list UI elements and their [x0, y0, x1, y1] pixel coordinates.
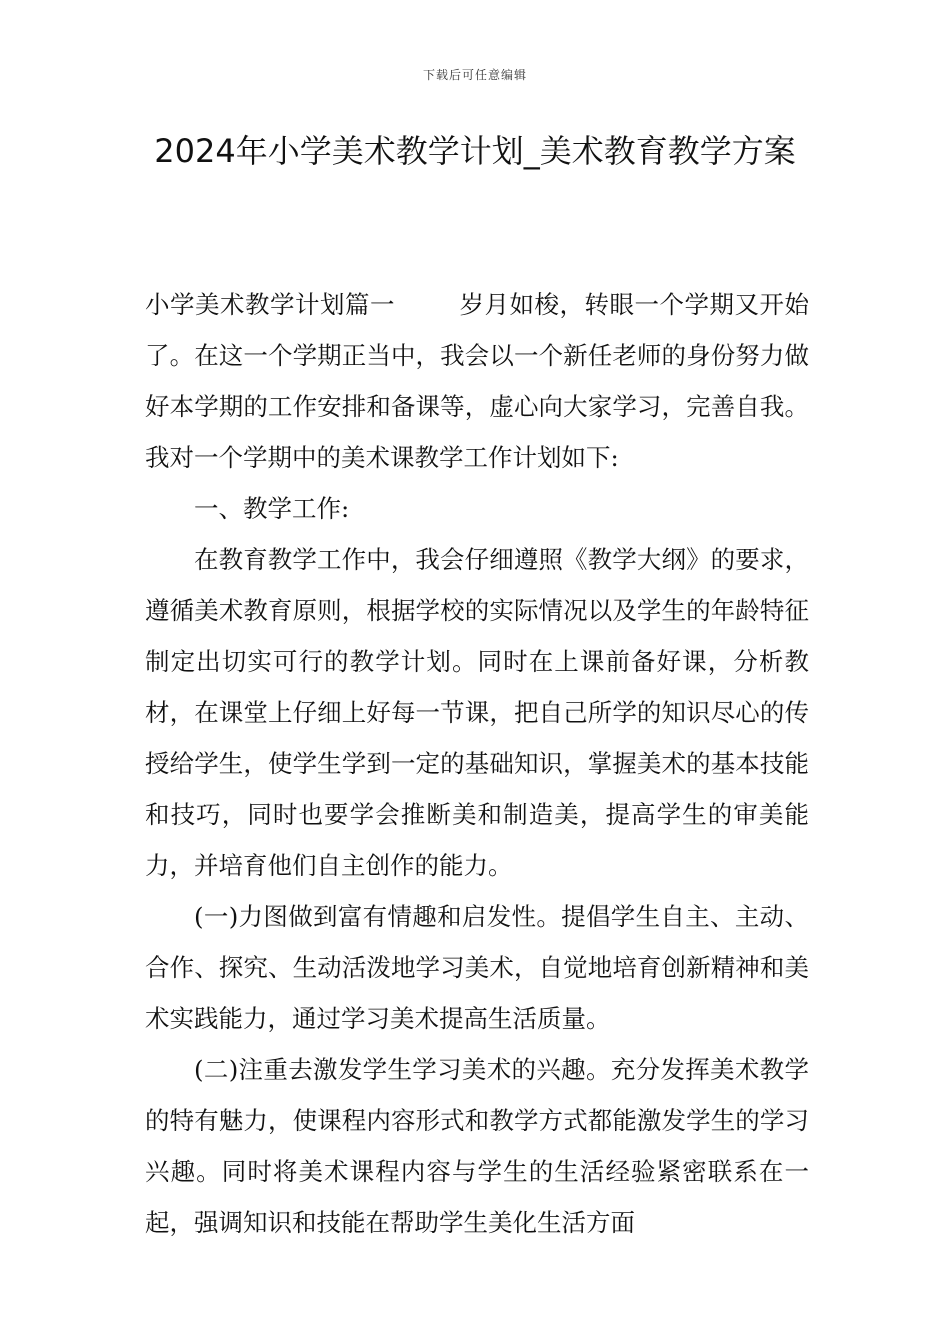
- document-title: 2024年小学美术教学计划_美术教育教学方案: [154, 132, 796, 170]
- paragraph-teaching-work: 在教育教学工作中，我会仔细遵照《教学大纲》的要求，遵循美术教育原则，根据学校的实际情况以及学生的年龄特征制定出切实可行的教学计划。同时在上课前备好课，分析教材，在课堂上仔细上好每一节课，把自己所学的知识尽心的传授给学生，使学生学到一定的基础知识，掌握美术的基本技能和技巧，同时也要学会推断美和制造美，提高学生的审美能力，并培育他们自主创作的能力。: [145, 545, 809, 880]
- paragraph-point-one: (一)力图做到富有情趣和启发性。提倡学生自主、主动、合作、探究、生动活泼地学习美术，自觉地培育创新精神和美术实践能力，通过学习美术提高生活质量。: [145, 902, 809, 1033]
- intro-label: 小学美术教学计划篇一: [145, 290, 395, 319]
- paragraph-point-two: (二)注重去激发学生学习美术的兴趣。充分发挥美术教学的特有魅力，使课程内容形式和教学方式都能激发学生的学习兴趣。同时将美术课程内容与学生的生活经验紧密联系在一起，强调知识和技能在帮助学生美化生活方面: [145, 1055, 809, 1237]
- section-heading-teaching-work: 一、教学工作:: [194, 494, 350, 523]
- intro-paragraph: [145, 279, 809, 483]
- document-body: [145, 279, 809, 1248]
- intro-text: 岁月如梭，转眼一个学期又开始了。在这一个学期正当中，我会以一个新任老师的身份努力做好本学期的工作安排和备课等，虚心向大家学习，完善自我。我对一个学期中的美术课教学工作计划如下:: [145, 290, 809, 472]
- header-note: 下载后可任意编辑: [422, 68, 527, 82]
